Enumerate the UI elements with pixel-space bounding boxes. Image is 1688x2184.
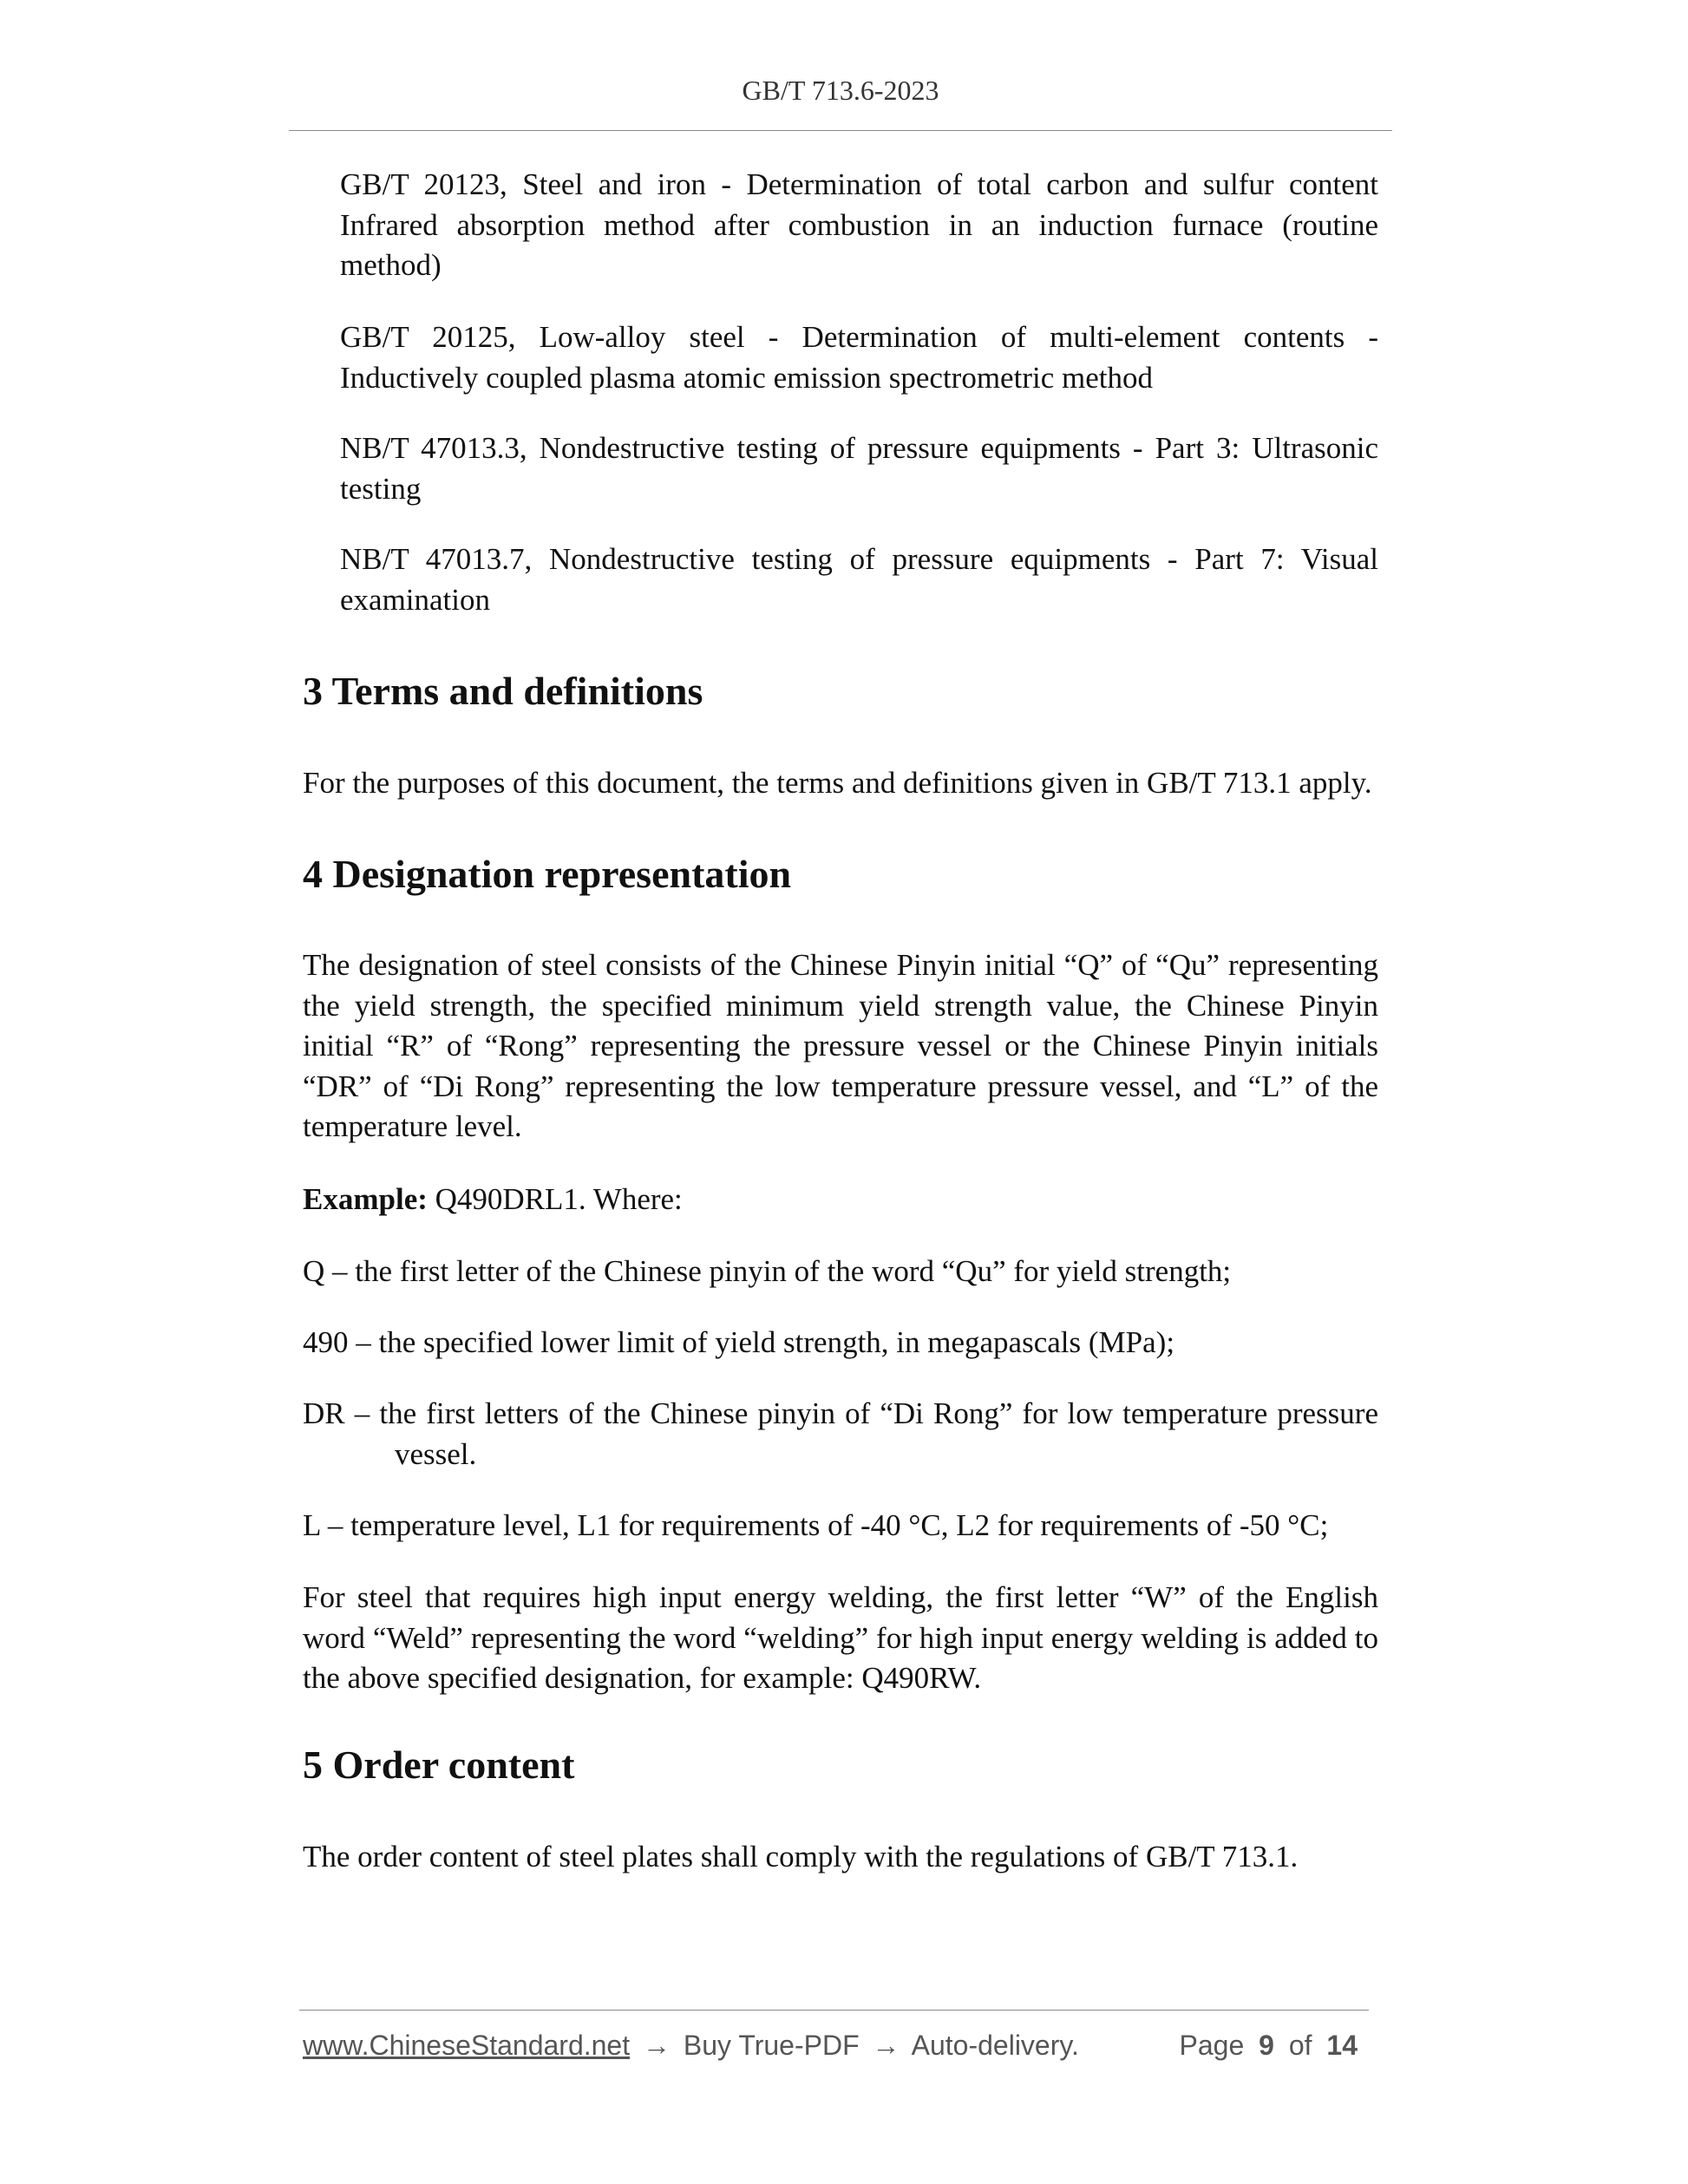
page-of-label: of — [1288, 2030, 1312, 2061]
designation-item-q: Q – the first letter of the Chinese pinyin of the word “Qu” for yield strength; — [303, 1254, 1232, 1288]
section-5-heading: 5 Order content — [303, 1743, 575, 1787]
footer-divider — [299, 2010, 1369, 2011]
section-4-intro: The designation of steel consists of the Chinese Pinyin initial “Q” of “Qu” representing the yield strength, the specified minimum yield strength value, the Chinese Pinyin initial “R” of “Rong” representing the pressure vessel or the Chinese Pinyin initials “DR” of “Di Rong” representing the low temperature pressure vessel, and “L” of the temperature level. — [303, 948, 1378, 1143]
page-label: Page — [1179, 2030, 1245, 2061]
welding-note: For steel that requires high input energy welding, the first letter “W” of the English word “Weld” representing the word “welding” for high input energy welding is added to the above specified designation, for example: Q490RW. — [303, 1580, 1378, 1695]
section-3-heading: 3 Terms and definitions — [303, 669, 703, 713]
example-line — [303, 1180, 1378, 1220]
current-page: 9 — [1259, 2030, 1274, 2061]
section-5-text: The order content of steel plates shall comply with the regulations of GB/T 713.1. — [303, 1840, 1299, 1873]
footer-promo — [303, 2030, 1079, 2062]
designation-item-dr: DR – the first letters of the Chinese pinyin of “Di Rong” for low temperature pressure vessel. — [303, 1396, 1378, 1471]
example-label: Example: — [303, 1182, 428, 1216]
example-text: Q490DRL1. Where: — [427, 1182, 683, 1216]
reference-nb-t-47013-3: NB/T 47013.3, Nondestructive testing of pressure equipments - Part 3: Ultrasonic testing — [340, 431, 1378, 506]
arrow-right-icon: → — [643, 2030, 671, 2061]
page-header: GB/T 713.6-2023 — [742, 75, 939, 106]
page-number — [1180, 2030, 1364, 2062]
section-4-heading: 4 Designation representation — [303, 852, 792, 896]
arrow-right-icon: → — [872, 2030, 900, 2061]
buy-true-pdf-text: Buy True-PDF — [683, 2030, 860, 2061]
page-footer — [303, 2030, 1370, 2070]
reference-gb-t-20123: GB/T 20123, Steel and iron - Determination of total carbon and sulfur content Infrared absorption method after combustion in an induction furnace (routine method) — [340, 167, 1378, 282]
auto-delivery-text: Auto-delivery. — [911, 2030, 1079, 2061]
section-3-text: For the purposes of this document, the terms and definitions given in GB/T 713.1 apply. — [303, 766, 1372, 800]
header-divider — [289, 130, 1392, 131]
designation-item-490: 490 – the specified lower limit of yield strength, in megapascals (MPa); — [303, 1325, 1175, 1359]
total-pages: 14 — [1326, 2030, 1358, 2061]
reference-nb-t-47013-7: NB/T 47013.7, Nondestructive testing of pressure equipments - Part 7: Visual examination — [340, 542, 1378, 617]
reference-gb-t-20125: GB/T 20125, Low-alloy steel - Determination of multi-element contents - Inductively coupled plasma atomic emission spectrometric method — [340, 320, 1378, 395]
website-link[interactable]: www.ChineseStandard.net — [303, 2030, 631, 2061]
designation-item-l: L – temperature level, L1 for requirements of -40 °C, L2 for requirements of -50 °C; — [303, 1508, 1329, 1542]
